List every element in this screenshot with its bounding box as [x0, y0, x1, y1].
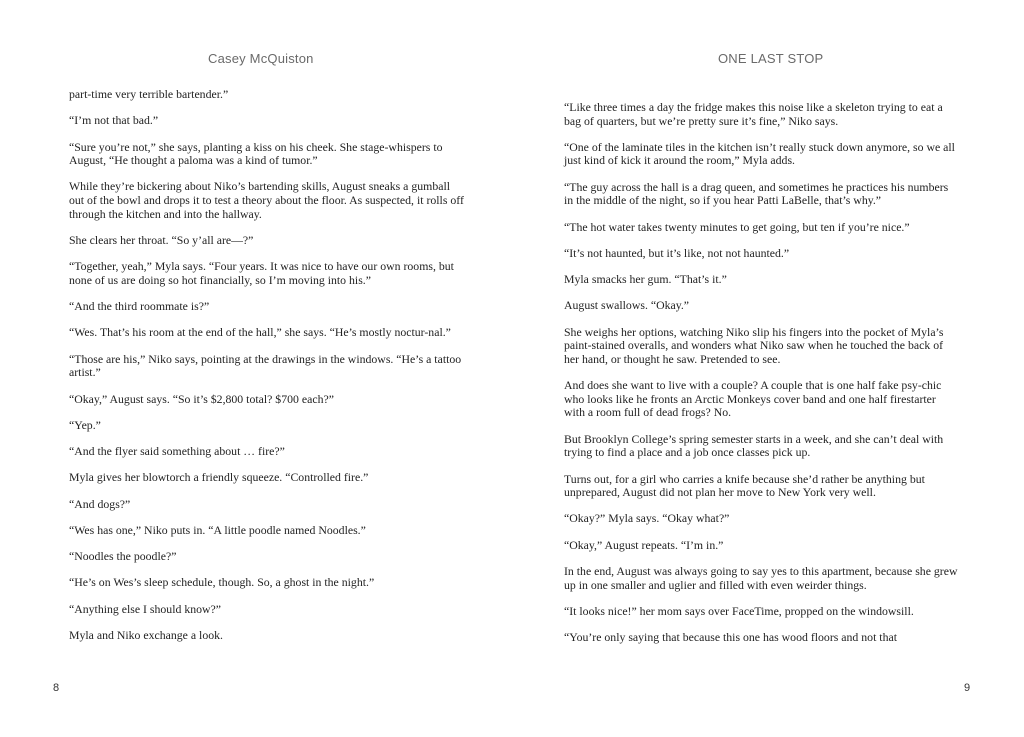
paragraph: “Those are his,” Niko says, pointing at the drawings in the windows. “He’s a tattoo artist.”: [69, 351, 462, 380]
running-head-title: ONE LAST STOP: [718, 51, 824, 66]
paragraph: “And the flyer said something about … fire?”: [69, 444, 285, 459]
paragraph: “Sure you’re not,” she says, planting a kiss on his cheek. She stage-whispers to August, “He thought a paloma was a kind of tumor.”: [69, 139, 443, 168]
paragraph: “And the third roommate is?”: [69, 299, 210, 314]
paragraph: “It’s not haunted, but it’s like, not not haunted.”: [564, 245, 790, 260]
paragraph: “Like three times a day the fridge makes this noise like a skeleton trying to eat a bag of quarters, but we’re pretty sure it’s fine,” Niko says.: [564, 100, 943, 128]
page-number-right: 9: [964, 682, 971, 694]
paragraph: “Okay?” Myla says. “Okay what?”: [564, 511, 730, 526]
paragraph: Myla smacks her gum. “That’s it.”: [564, 272, 727, 287]
paragraph: “Noodles the poodle?”: [69, 549, 177, 564]
paragraph: “I’m not that bad.”: [69, 113, 159, 128]
paragraph: In the end, August was always going to say yes to this apartment, because she grew up in one smaller and uglier and filled with even weirder things.: [564, 564, 958, 592]
paragraph: “Wes. That’s his room at the end of the hall,” she says. “He’s mostly noctur-nal.”: [69, 325, 451, 340]
paragraph: “The hot water takes twenty minutes to get going, but ten if you’re nice.”: [564, 219, 910, 234]
paragraph: Myla and Niko exchange a look.: [69, 628, 223, 643]
paragraph: While they’re bickering about Niko’s bartending skills, August sneaks a gumball out of the bowl and drops it to test a theory about the floor. As suspected, it rolls off through the kitchen and into the hallway.: [69, 179, 464, 221]
paragraph: Myla gives her blowtorch a friendly squeeze. “Controlled fire.”: [69, 470, 369, 485]
paragraph: “Yep.”: [69, 417, 101, 432]
paragraph: “Anything else I should know?”: [69, 601, 222, 616]
paragraph: part-time very terrible bartender.”: [69, 87, 229, 101]
paragraph: And does she want to live with a couple? A couple that is one half fake psy-chic who looks like he fronts an Arctic Monkeys cover band and one half firestarter with a room full of dead frogs? No.: [564, 378, 942, 420]
paragraph: “The guy across the hall is a drag queen, and sometimes he practices his numbers in the middle of the night, so if you hear Patti LaBelle, that’s why.”: [564, 179, 949, 208]
paragraph: Turns out, for a girl who carries a knife because she’d rather be anything but unprepared, August did not plan her move to New York very well.: [564, 471, 925, 500]
left-page-text: [69, 88, 464, 655]
paragraph: But Brooklyn College’s spring semester starts in a week, and she can’t deal with trying to find a place and a job once classes pick up.: [564, 431, 944, 460]
paragraph: She weighs her options, watching Niko slip his fingers into the pocket of Myla’s paint-stained overalls, and wonders what Niko saw when he touched the back of her hand, or thought he saw. Pretended to see.: [564, 324, 944, 366]
paragraph: She clears her throat. “So y’all are—?”: [69, 232, 254, 247]
paragraph: August swallows. “Okay.”: [564, 298, 690, 313]
paragraph: “Okay,” August says. “So it’s $2,800 total? $700 each?”: [69, 391, 334, 406]
paragraph: “You’re only saying that because this one has wood floors and not that: [564, 630, 897, 645]
paragraph: “And dogs?”: [69, 496, 131, 511]
paragraph: “Together, yeah,” Myla says. “Four years. It was nice to have our own rooms, but none of us are doing so hot financially, so I’m moving into his.”: [69, 259, 454, 287]
page-number-left: 8: [53, 682, 60, 694]
paragraph: “He’s on Wes’s sleep schedule, though. So, a ghost in the night.”: [69, 575, 375, 590]
right-page-text: [564, 101, 959, 657]
running-head-author: Casey McQuiston: [208, 51, 314, 66]
paragraph: “It looks nice!” her mom says over FaceTime, propped on the windowsill.: [564, 603, 914, 618]
paragraph: “One of the laminate tiles in the kitchen isn’t really stuck down anymore, so we all just kind of kick it around the room,” Myla adds.: [564, 139, 955, 168]
right-page: [512, 0, 1024, 737]
paragraph: “Wes has one,” Niko puts in. “A little poodle named Noodles.”: [69, 522, 366, 537]
paragraph: “Okay,” August repeats. “I’m in.”: [564, 537, 724, 552]
